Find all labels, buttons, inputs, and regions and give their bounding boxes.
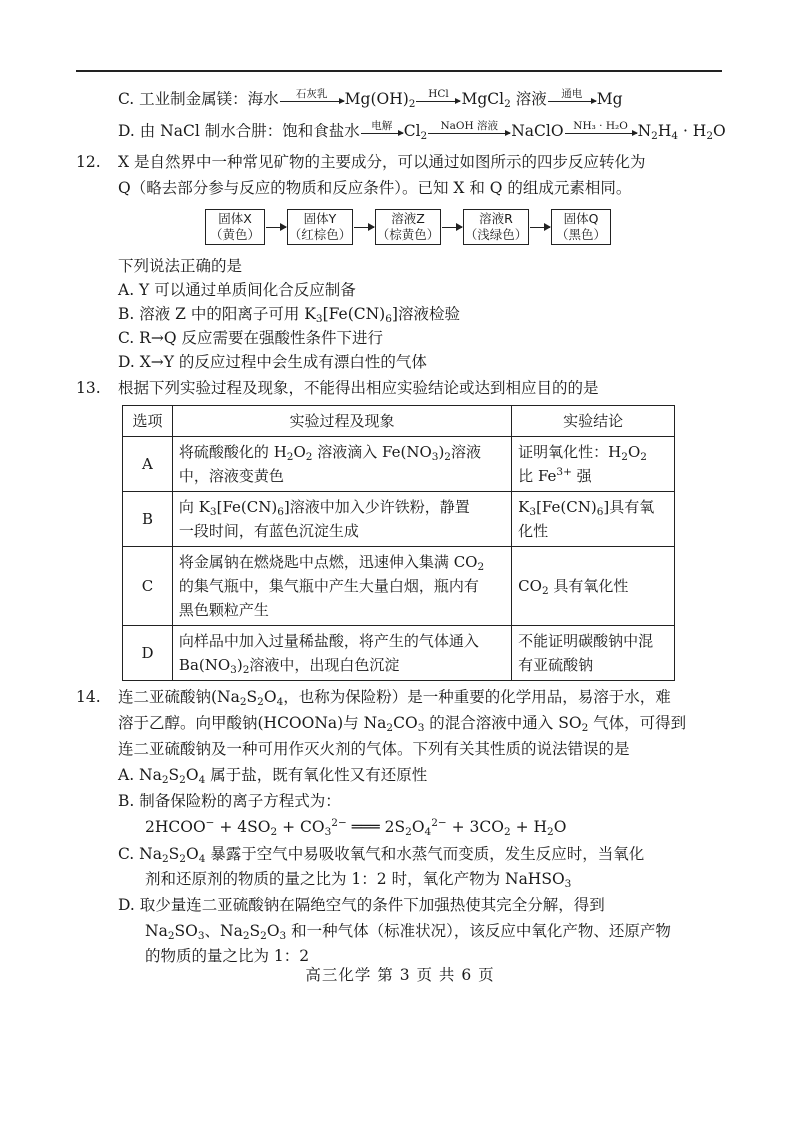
q14-option-d-line2: $Na_2SO_3$、$Na_2S_2O_3$ 和一种气体（标准状况），该反应中氧化产物、还原产物 — [145, 922, 671, 942]
q14-option-d-line3: 的物质的量之比为 1：2 — [145, 947, 310, 965]
q12-prompt: 下列说法正确的是 — [118, 257, 243, 275]
q13-number: 13. — [76, 379, 101, 397]
header-rule — [76, 70, 722, 72]
table-row: B 向 $K_3[Fe(CN)_6]$溶液中加入少许铁粉，静置 一段时间，有蓝色沉淀生成 $K_3[Fe(CN)_6]$具有氧 化性 — [123, 492, 675, 547]
flow-arrow — [530, 227, 550, 228]
flow-arrow — [442, 227, 462, 228]
q12-stem-line2: Q（略去部分参与反应的物质和反应条件）。已知 X 和 Q 的组成元素相同。 — [118, 179, 632, 197]
reaction-arrow: HCl — [416, 89, 460, 111]
flow-box-r: 溶液R （浅绿色） — [463, 209, 529, 245]
flow-arrow — [354, 227, 374, 228]
q14-stem-line1: 连二亚硫酸钠($Na_2S_2O_4$，也称为保险粉）是一种重要的化学用品，易溶于水，难 — [118, 688, 671, 708]
table-header-row — [123, 406, 675, 437]
header-procedure: 实验过程及现象 — [172, 406, 511, 437]
q12-option-b: B. 溶液 Z 中的阳离子可用 $K_3[Fe(CN)_6]$溶液检验 — [118, 305, 460, 325]
q11-option-c: C. 工业制金属镁：海水 石灰乳 $Mg(OH)_2$ HCl MgCl$_2$ 溶液 通电 Mg — [118, 88, 623, 110]
q14-number: 14. — [76, 688, 101, 706]
conversion-flow-diagram — [205, 207, 611, 247]
flow-box-q: 固体Q （黑色） — [551, 209, 611, 245]
q12-option-c: C. R→Q 反应需要在强酸性条件下进行 — [118, 329, 383, 347]
flow-arrow — [266, 227, 286, 228]
q14-stem-line3: 连二亚硫酸钠及一种可用作灭火剂的气体。下列有关其性质的说法错误的是 — [118, 740, 630, 758]
q14-option-d-line1: D. 取少量连二亚硫酸钠在隔绝空气的条件下加强热使其完全分解，得到 — [118, 896, 605, 914]
page-footer: 高三化学 第 3 页 共 6 页 — [305, 966, 495, 984]
experiment-table — [122, 405, 675, 681]
reaction-arrow: 电解 — [361, 121, 403, 143]
q14-option-c-line1: C. $Na_2S_2O_4$ 暴露于空气中易吸收氧气和水蒸气而变质，发生反应时，当氧化 — [118, 845, 645, 865]
table-row: C 将金属钠在燃烧匙中点燃，迅速伸入集满 $CO_2$ 的集气瓶中，集气瓶中产生大量白烟，瓶内有 黑色颗粒产生 $CO_2$ 具有氧化性 — [123, 547, 675, 626]
reaction-arrow: 石灰乳 — [280, 89, 344, 111]
flow-box-x: 固体X （黄色） — [205, 209, 265, 245]
q14-option-a: A. $Na_2S_2O_4$ 属于盐，既有氧化性又有还原性 — [118, 766, 428, 786]
header-option: 选项 — [123, 406, 173, 437]
q12-option-a: A. Y 可以通过单质间化合反应制备 — [118, 281, 356, 299]
q13-stem: 根据下列实验过程及现象，不能得出相应实验结论或达到相应目的的是 — [118, 379, 599, 397]
flow-box-y: 固体Y （红棕色） — [287, 209, 353, 245]
q12-option-d: D. X→Y 的反应过程中会生成有漂白性的气体 — [118, 353, 427, 371]
q14-option-b: B. 制备保险粉的离子方程式为： — [118, 792, 341, 810]
q14-equation: 2HCOO− + $4SO_2 + CO_3^{2-}$ ═══ $2S_2O_4^{2-} + 3CO_2 + H_2O$ — [145, 817, 567, 838]
reaction-arrow: 通电 — [548, 89, 596, 111]
header-conclusion: 实验结论 — [512, 406, 675, 437]
flow-box-z: 溶液Z （棕黄色） — [375, 209, 441, 245]
q12-stem-line1: X 是自然界中一种常见矿物的主要成分，可以通过如图所示的四步反应转化为 — [118, 153, 646, 171]
q14-option-c-line2: 剂和还原剂的物质的量之比为 1：2 时，氧化产物为 NaHSO$_3$ — [145, 870, 572, 890]
q12-number: 12. — [76, 153, 101, 171]
reaction-arrow: NaOH 溶液 — [428, 121, 510, 143]
table-row: A 将硫酸酸化的 $H_2O_2$ 溶液滴入 $Fe(NO_3)_2$溶液 中，溶液变黄色 证明氧化性：$H_2O_2$ 比 $Fe^{3+}$ 强 — [123, 437, 675, 492]
table-row: D 向样品中加入过量稀盐酸，将产生的气体通入 $Ba(NO_3)_2$溶液中，出现白色沉淀 不能证明碳酸钠中混 有亚硫酸钠 — [123, 626, 675, 681]
reaction-arrow: NH₃ · H₂O — [565, 121, 637, 143]
q14-stem-line2: 溶于乙醇。向甲酸钠(HCOONa)与 $Na_2CO_3$ 的混合溶液中通入 $SO_2$ 气体，可得到 — [118, 714, 687, 734]
q11-option-d: D. 由 NaCl 制水合肼：饱和食盐水 电解 $Cl_2$ NaOH 溶液 NaClO NH₃ · H₂O $N_2H_4 \cdot H_2O$ — [118, 120, 726, 142]
